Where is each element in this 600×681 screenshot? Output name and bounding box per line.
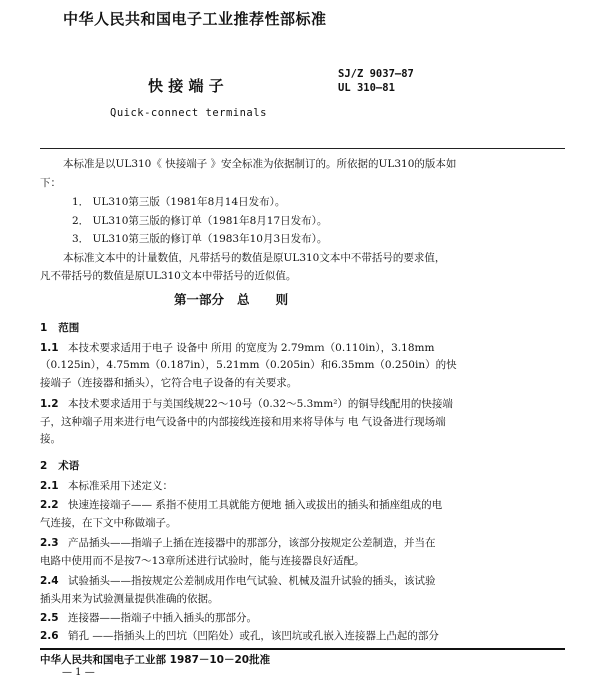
intro-list-item bbox=[72, 213, 327, 230]
page-number: — 1 — bbox=[62, 667, 95, 678]
intro-list-item bbox=[72, 194, 285, 211]
clause-1-2-line: 子，这种端子用来进行电气设备中的内部接线连接和用来将导体与 电 气设备进行现场端 bbox=[40, 416, 446, 428]
intro-paragraph-line: 本标准文本中的计量数值，凡带括号的数值是原UL310文本中不带括号的要求值， bbox=[63, 252, 446, 264]
clause-2-4-line: 插头用来为试验测量提供准确的依据。 bbox=[40, 593, 219, 605]
intro-paragraph-line: 凡不带括号的数值是原UL310文本中带括号的近似值。 bbox=[40, 270, 297, 282]
approval-line: 中华人民共和国电子工业部 1987－10－20批准 bbox=[40, 654, 271, 666]
clause-text: 试验插头——指按规定公差制成用作电气试验、机械及温升试验的插头，该试验 bbox=[68, 575, 436, 587]
clause-text: 连接器——指端子中插入插头的那部分。 bbox=[68, 612, 257, 624]
clause-text: 本技术要求适用于与美国线规22～10号（0.32～5.3mm²）的铜导线配用的快接端 bbox=[68, 398, 453, 410]
header-divider bbox=[40, 148, 565, 149]
clause-2-4-line bbox=[40, 573, 436, 590]
clause-1-1-line bbox=[40, 340, 434, 357]
clause-number: 2.2 bbox=[40, 499, 59, 511]
clause-2-3-line bbox=[40, 535, 436, 552]
clause-text: 本标准采用下述定义： bbox=[68, 480, 173, 492]
list-number: 1． bbox=[72, 196, 90, 208]
part-one-heading: 第一部分 总 则 bbox=[174, 292, 289, 307]
footer-divider bbox=[40, 648, 565, 650]
document-title-cn: 快 接 端 子 bbox=[148, 77, 224, 95]
standard-code-ul: UL 310—81 bbox=[338, 82, 395, 94]
clause-number: 1.1 bbox=[40, 342, 59, 354]
clause-number: 2.4 bbox=[40, 575, 59, 587]
clause-text: 快速连接端子—— 系指不使用工具就能方便地 插入或拔出的插头和插座组成的电 bbox=[68, 499, 443, 511]
section-2-heading: 2 术语 bbox=[40, 460, 80, 472]
clause-number: 2.3 bbox=[40, 537, 59, 549]
clause-text: 销孔 ——指插头上的凹坑（凹陷处）或孔，该凹坑或孔嵌入连接器上凸起的部分 bbox=[68, 630, 439, 642]
clause-2-3-line: 电路中使用而不是按7～13章所述进行试验时，能与连接器良好适配。 bbox=[40, 555, 365, 567]
clause-number: 2.1 bbox=[40, 480, 59, 492]
list-text: UL310第三版的修订单（1981年8月17日发布）。 bbox=[92, 215, 328, 227]
list-number: 3． bbox=[72, 233, 90, 245]
list-number: 2． bbox=[72, 215, 90, 227]
clause-1-1-line: 接端子（连接器和插头），它符合电子设备的有关要求。 bbox=[40, 377, 298, 389]
clause-2-6-line bbox=[40, 628, 439, 645]
clause-2-2-line: 气连接，在下文中称做端子。 bbox=[40, 517, 177, 529]
intro-list-item bbox=[72, 231, 327, 248]
clause-2-1-line bbox=[40, 478, 173, 495]
clause-2-2-line bbox=[40, 497, 442, 514]
clause-2-5-line bbox=[40, 610, 257, 627]
clause-text: 产品插头——指端子上插在连接器中的那部分，该部分按规定公差制造，并当在 bbox=[68, 537, 436, 549]
document-title-en: Quick-connect terminals bbox=[110, 107, 267, 119]
clause-number: 2.5 bbox=[40, 612, 59, 624]
list-text: UL310第三版的修订单（1983年10月3日发布）。 bbox=[92, 233, 328, 245]
intro-paragraph-line: 本标准是以UL310《 快接端子 》安全标准为依据制订的。所依据的UL310的版本如 bbox=[63, 158, 457, 170]
section-1-heading: 1 范围 bbox=[40, 322, 80, 334]
standard-code-sj: SJ/Z 9037—87 bbox=[338, 68, 414, 80]
issuing-authority: 中华人民共和国电子工业推荐性部标准 bbox=[63, 10, 327, 28]
clause-1-2-line: 接。 bbox=[40, 433, 61, 445]
clause-number: 1.2 bbox=[40, 398, 59, 410]
clause-1-1-line: （0.125in），4.75mm（0.187in），5.21mm（0.205in）和6.35mm（0.250in）的快 bbox=[40, 359, 457, 371]
clause-number: 2.6 bbox=[40, 630, 59, 642]
list-text: UL310第三版（1981年8月14日发布）。 bbox=[92, 196, 286, 208]
intro-paragraph-line: 下： bbox=[40, 177, 61, 189]
clause-text: 本技术要求适用于电子 设备中 所用 的宽度为 2.79mｍ（0.110in），3.18mm bbox=[68, 342, 435, 354]
clause-1-2-line bbox=[40, 396, 453, 413]
